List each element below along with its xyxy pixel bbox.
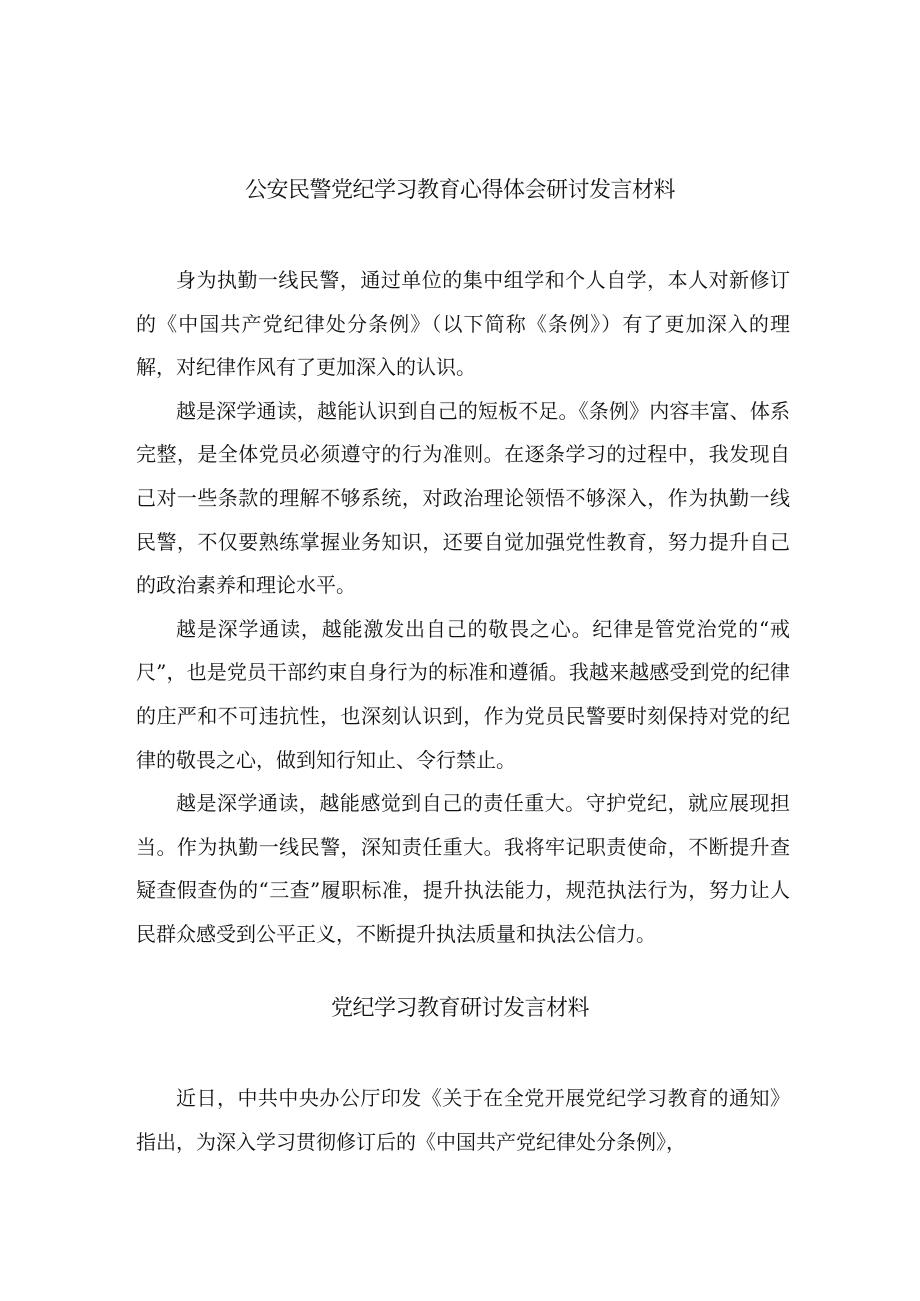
paragraph: 越是深学通读，越能认识到自己的短板不足。《条例》内容丰富、体系完整，是全体党员必须遵守的行为准则。在逐条学习的过程中，我发现自己对一些条款的理解不够系统，对政治理论领悟不够深入，作为执勤一线民警，不仅要熟练掌握业务知识，还要自觉加强党性教育，努力提升自己的政治素养和理论水平。 bbox=[136, 398, 790, 598]
document-title: 公安民警党纪学习教育心得体会研讨发言材料 bbox=[244, 178, 675, 203]
paragraph: 近日，中共中央办公厅印发《关于在全党开展党纪学习教育的通知》指出，为深入学习贯彻修订后的《中国共产党纪律处分条例》， bbox=[136, 1086, 790, 1154]
section-2-title: 党纪学习教育研讨发言材料 bbox=[330, 996, 589, 1021]
paragraph: 越是深学通读，越能激发出自己的敬畏之心。纪律是管党治党的“戒尺”，也是党员干部约束自身行为的标准和遵循。我越来越感受到党的纪律的庄严和不可违抗性，也深刻认识到，作为党员民警要时刻保持对党的纪律的敬畏之心，做到知行知止、令行禁止。 bbox=[136, 616, 790, 772]
paragraph: 越是深学通读，越能感觉到自己的责任重大。守护党纪，就应展现担当。作为执勤一线民警，深知责任重大。我将牢记职责使命，不断提升查疑查假查伪的“三查”履职标准，提升执法能力，规范执法行为，努力让人民群众感受到公平正义，不断提升执法质量和执法公信力。 bbox=[136, 791, 790, 946]
paragraph: 身为执勤一线民警，通过单位的集中组学和个人自学，本人对新修订的《中国共产党纪律处分条例》（以下简称《条例》）有了更加深入的理解，对纪律作风有了更加深入的认识。 bbox=[136, 268, 790, 380]
section-2-body bbox=[136, 1077, 790, 1164]
section-1-body bbox=[136, 259, 790, 957]
